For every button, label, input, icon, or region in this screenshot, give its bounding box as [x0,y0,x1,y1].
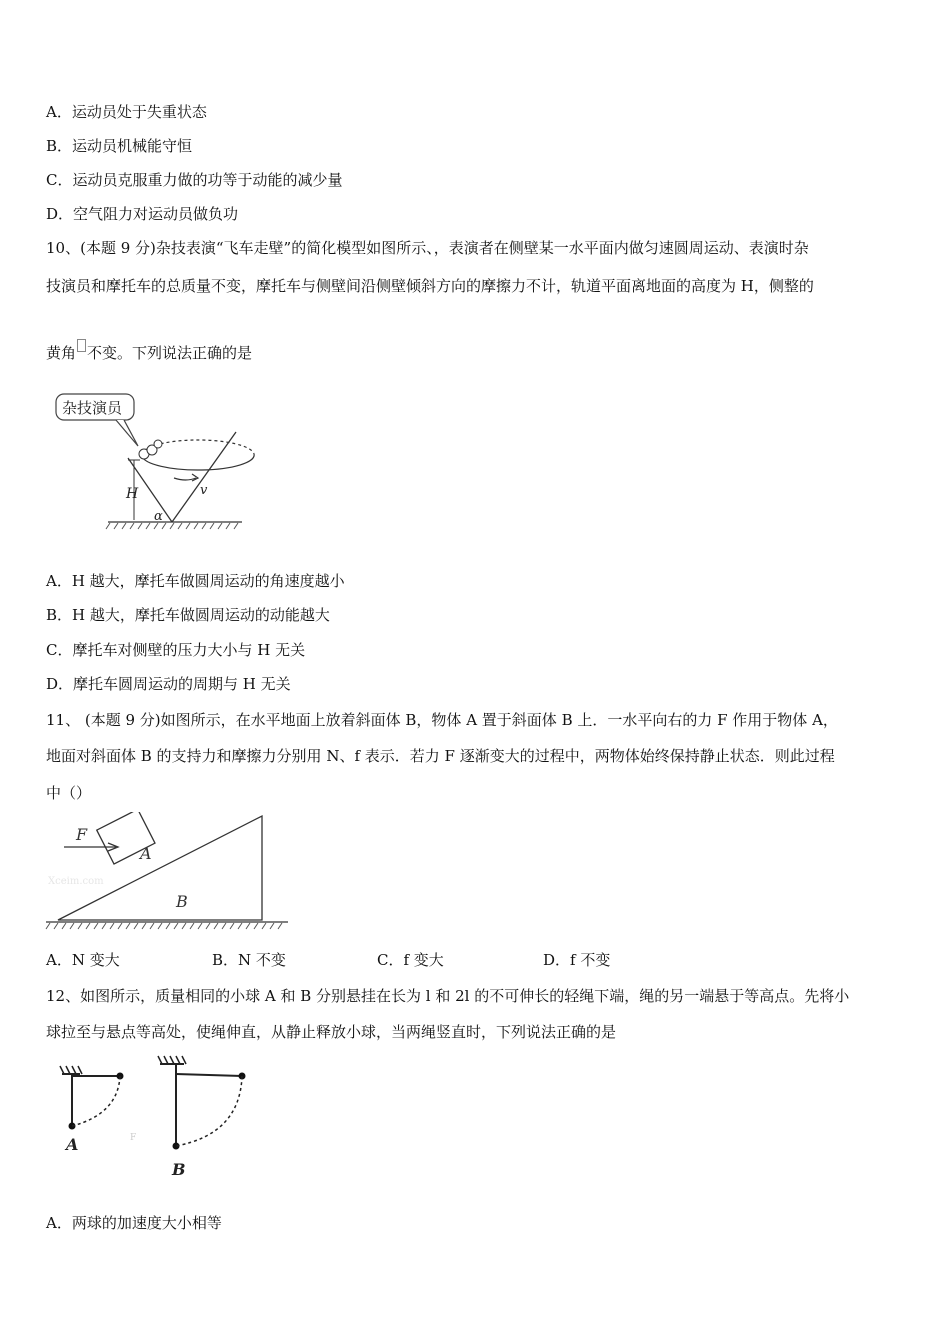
angle-label: α [154,509,163,524]
velocity-label: v [200,483,208,498]
q10-option-b: B．H 越大，摩托车做圆周运动的动能越大 [46,606,330,624]
watermark-text: Xceim.com [48,876,104,887]
missing-glyph-box [77,339,86,352]
wedge-b-label: B [176,892,188,911]
force-label: F [76,825,88,844]
q10-stem-line-3 [46,339,252,363]
q9-option-d: D．空气阻力对运动员做负功 [46,205,239,223]
block-a-label: A [140,844,152,863]
pivot-a-hatch [60,1066,82,1074]
q10-figure [46,388,256,536]
bubble-text: 杂技演员 [62,399,123,417]
q10-stem-line-2: 技演员和摩托车的总质量不变，摩托车与侧壁间沿侧壁倾斜方向的摩擦力不计，轨道平面离地面的高度为 H，侧整的 [46,277,814,295]
ground-hatching [46,923,282,929]
q12-stem-line-2: 球拉至与悬点等高处，使绳伸直，从静止释放小球，当两绳竖直时，下列说法正确的是 [46,1023,617,1041]
string-b-horizontal [176,1074,242,1076]
q12-option-a: A．两球的加速度大小相等 [46,1214,222,1232]
q11-figure [44,812,294,938]
wedge-b [58,816,262,920]
arc-b [176,1076,242,1146]
q11-stem-line-1: 11、 (本题 9 分)如图所示，在水平地面上放着斜面体 B，物体 A 置于斜面体 B 上．一水平向右的力 F 作用于物体 A， [46,711,838,729]
q9-option-a: A．运动员处于失重状态 [46,103,207,121]
rider-head [154,440,162,448]
q12-figure [56,1050,256,1180]
q10-option-a: A．H 越大，摩托车做圆周运动的角速度越小 [46,572,345,590]
q10-stem-line-3b: 不变。下列说法正确的是 [87,344,253,362]
arc-a [72,1076,120,1126]
ball-b-label: B [172,1160,186,1179]
q10-option-c: C．摩托车对侧壁的压力大小与 H 无关 [46,641,306,659]
velocity-arrowhead [192,474,198,481]
faint-mark: F [130,1133,137,1143]
q11-option-b: B．N 不变 [212,951,286,969]
velocity-arrow [174,478,196,480]
q10-option-d: D．摩托车圆周运动的周期与 H 无关 [46,675,291,693]
height-label: H [126,486,139,502]
q9-option-b: B．运动员机械能守恒 [46,137,193,155]
ground-hatching [106,523,238,529]
q11-stem-line-2: 地面对斜面体 B 的支持力和摩擦力分别用 N、f 表示．若力 F 逐渐变大的过程中，两物体始终保持静止状态．则此过程 [46,747,835,765]
pivot-b-hatch [158,1056,186,1064]
q11-option-c: C．f 变大 [377,951,444,969]
cone-right-wall [172,432,236,522]
q9-option-c: C．运动员克服重力做的功等于动能的减少量 [46,171,343,189]
orbit-front [142,454,254,470]
q11-option-d: D．f 不变 [543,951,611,969]
q11-stem-line-3: 中（） [46,784,92,802]
ball-a-label: A [66,1135,79,1154]
q11-option-a: A．N 变大 [46,951,120,969]
bubble-pointer [116,420,138,446]
q10-stem-line-3a: 黄角 [46,344,77,362]
q10-stem-line-1: 10、(本题 9 分)杂技表演“飞车走壁”的简化模型如图所示、，表演者在侧壁某一水平面内做匀速圆周运动、表演时杂 [46,239,809,257]
q12-stem-line-1: 12、如图所示，质量相同的小球 A 和 B 分别悬挂在长为 l 和 2l 的不可伸长的轻绳下端，绳的另一端悬于等高点。先将小 [46,987,850,1005]
